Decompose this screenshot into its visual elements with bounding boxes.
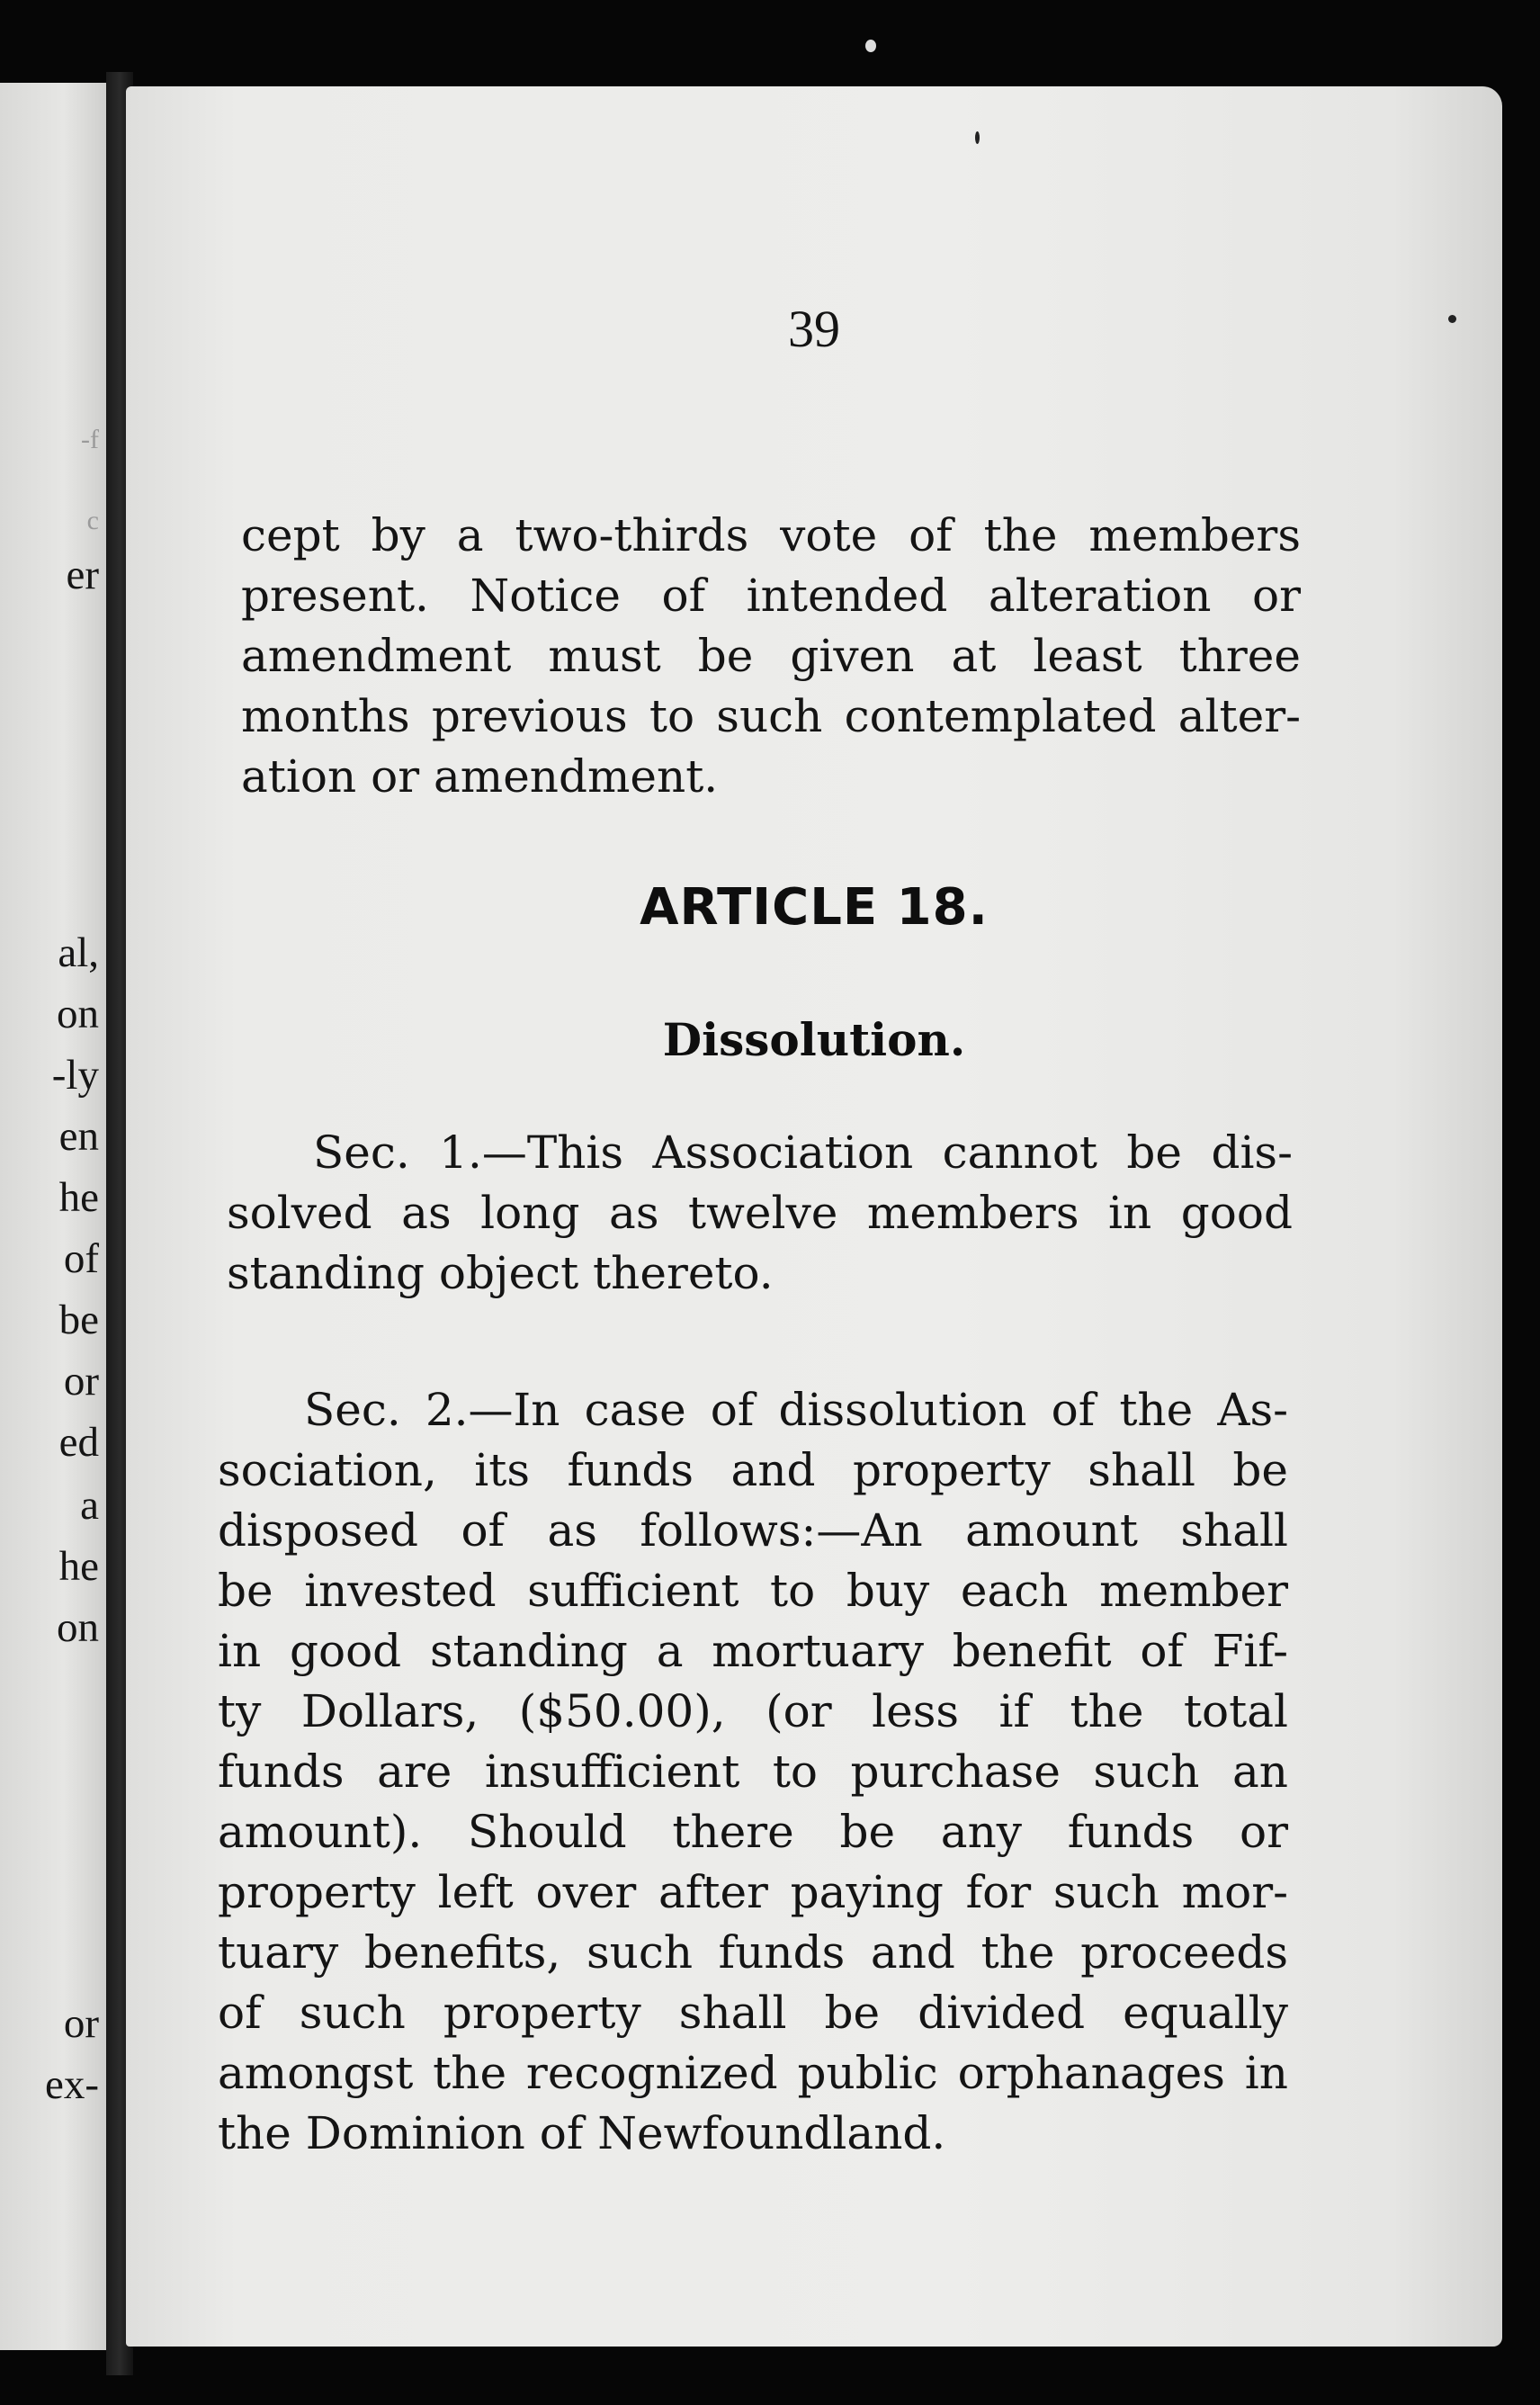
page-number: 39 xyxy=(788,300,840,358)
left-page-fragment: er xyxy=(66,552,99,598)
text-line: tuary benefits, such funds and the proceeds xyxy=(218,1926,1288,1979)
text-line: Sec. 2.—In case of dissolution of the As- xyxy=(304,1384,1288,1436)
text-line: amongst the recognized public orphanages in xyxy=(218,2047,1288,2099)
article-subheading: Dissolution. xyxy=(662,1013,966,1066)
text-line: ation or amendment. xyxy=(241,750,719,803)
text-line: months previous to such contemplated alter- xyxy=(241,690,1301,742)
text-line: in good standing a mortuary benefit of Fif- xyxy=(218,1625,1288,1677)
continuation-paragraph xyxy=(241,506,1301,807)
text-line: of such property shall be divided equally xyxy=(218,1987,1288,2039)
section-2-paragraph xyxy=(218,1380,1288,2164)
section-1-paragraph xyxy=(227,1123,1293,1304)
article-heading: ARTICLE 18. xyxy=(640,878,989,937)
left-page-fragment: of xyxy=(63,1235,99,1282)
previous-page-edge xyxy=(0,83,106,2350)
left-page-fragment: on xyxy=(57,1604,99,1651)
text-line: amendment must be given at least three xyxy=(241,630,1301,682)
text-line: ty Dollars, ($50.00), (or less if the total xyxy=(218,1685,1288,1737)
left-page-fragment: ed xyxy=(58,1419,99,1466)
scan-speck xyxy=(1448,315,1456,323)
text-line: Sec. 1.—This Association cannot be dis- xyxy=(313,1126,1293,1179)
text-line: amount). Should there be any funds or xyxy=(218,1806,1288,1858)
left-page-fragment: on xyxy=(57,991,99,1037)
text-line: property left over after paying for such mor- xyxy=(218,1866,1288,1918)
left-page-fragment: -ly xyxy=(51,1052,99,1099)
text-line: standing object thereto. xyxy=(227,1247,774,1299)
text-line: solved as long as twelve members in good xyxy=(227,1187,1293,1239)
scan-speck xyxy=(975,131,980,144)
left-page-fragment: al, xyxy=(58,929,99,976)
text-line: sociation, its funds and property shall be xyxy=(218,1444,1288,1496)
text-line: funds are insufficient to purchase such an xyxy=(218,1745,1288,1798)
left-page-fragment: ex- xyxy=(44,2061,99,2108)
left-page-fragment: c xyxy=(86,506,99,535)
book-page xyxy=(126,86,1502,2347)
left-page-fragment: be xyxy=(58,1297,99,1343)
text-line: disposed of as follows:—An amount shall xyxy=(218,1504,1288,1557)
text-line: present. Notice of intended alteration or xyxy=(241,570,1301,622)
left-page-fragment: he xyxy=(58,1174,99,1221)
left-page-fragment: -f xyxy=(81,425,99,454)
left-page-fragment: or xyxy=(63,2000,99,2047)
scan-speck xyxy=(865,40,876,52)
left-page-fragment: en xyxy=(58,1113,99,1160)
text-line: cept by a two-thirds vote of the members xyxy=(241,509,1301,561)
text-line: be invested sufficient to buy each member xyxy=(218,1565,1288,1617)
text-line: the Dominion of Newfoundland. xyxy=(218,2107,946,2159)
left-page-fragment: he xyxy=(58,1543,99,1590)
left-page-fragment: or xyxy=(63,1358,99,1404)
left-page-fragment: a xyxy=(80,1482,99,1529)
